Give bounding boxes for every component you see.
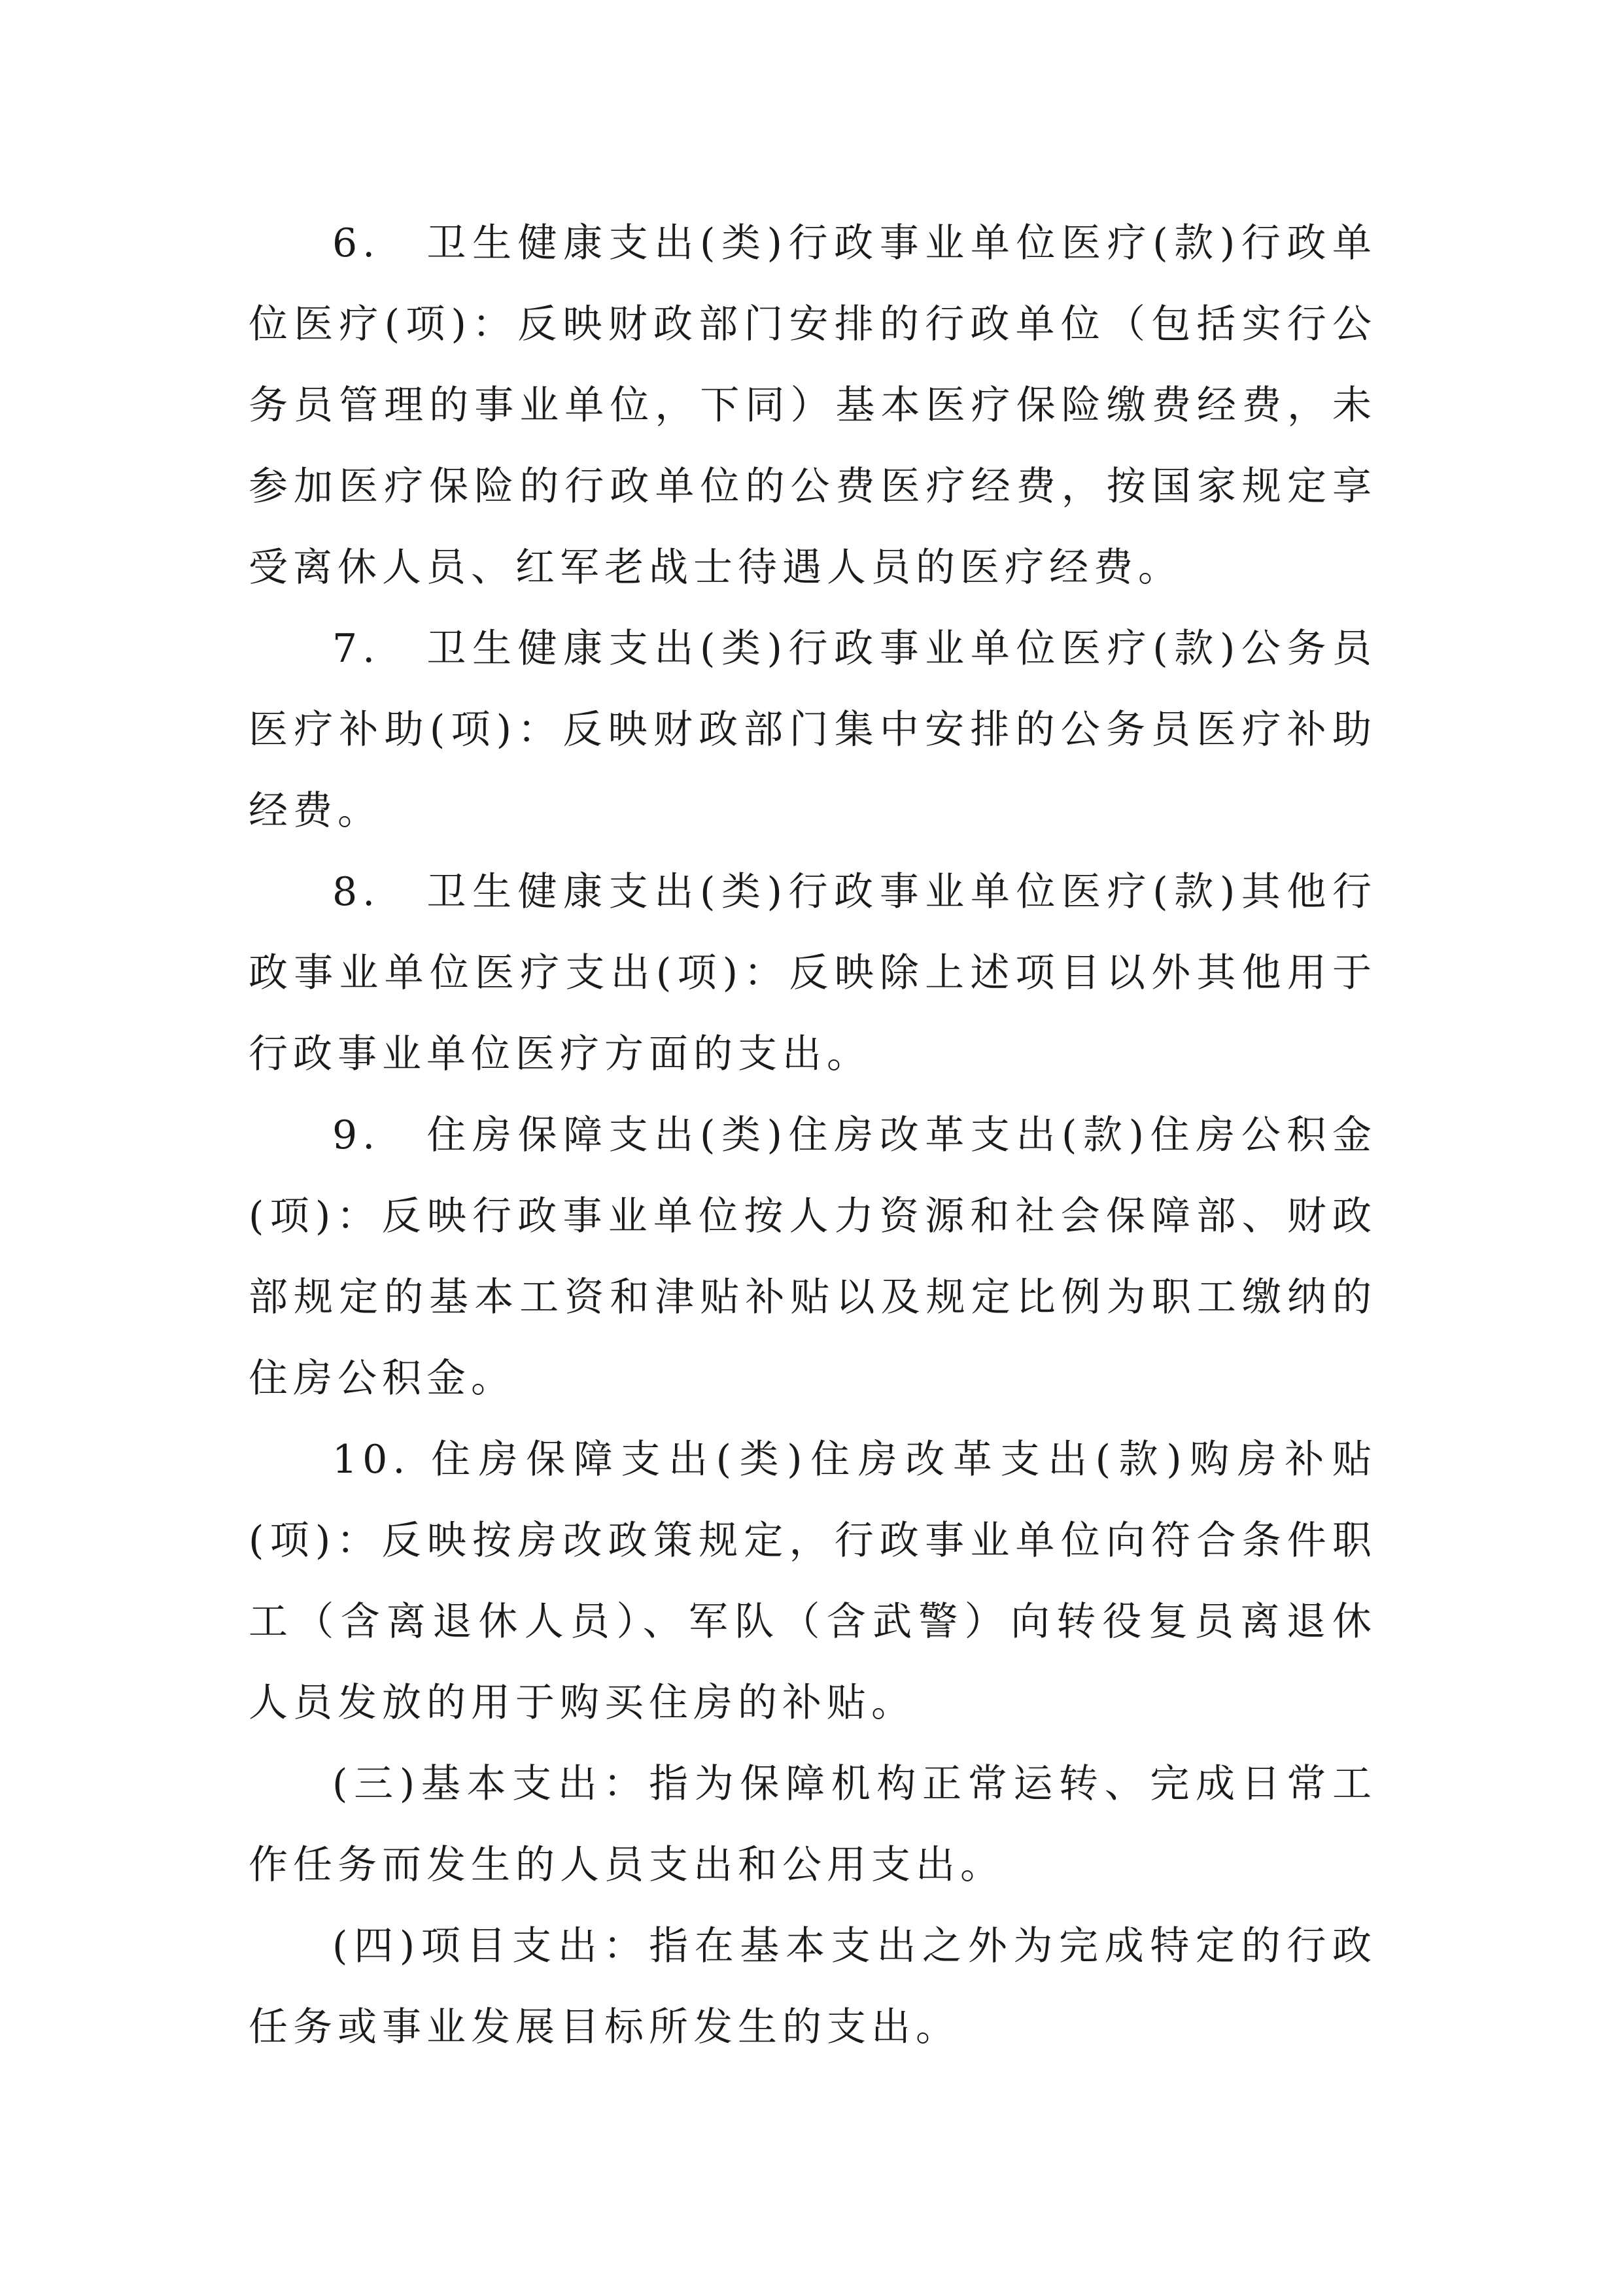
paragraph-item-10: 10. 住房保障支出(类)住房改革支出(款)购房补贴(项)：反映按房改政策规定，行政事业单位向符合条件职工（含离退休人员）、军队（含武警）向转役复员离退休人员发放的用于购买住房的补贴。 (249, 1437, 1377, 1726)
paragraph-basic-expenditure: (三)基本支出：指为保障机构正常运转、完成日常工作任务而发生的人员支出和公用支出。 (249, 1761, 1377, 1888)
paragraph-item-8: 8. 卫生健康支出(类)行政事业单位医疗(款)其他行政事业单位医疗支出(项)：反映除上述项目以外其他用于行政事业单位医疗方面的支出。 (249, 869, 1377, 1077)
paragraph-item-7: 7. 卫生健康支出(类)行政事业单位医疗(款)公务员医疗补助(项)：反映财政部门集中安排的公务员医疗补助经费。 (249, 626, 1377, 834)
paragraph-item-6: 6. 卫生健康支出(类)行政事业单位医疗(款)行政单位医疗(项)：反映财政部门安排的行政单位（包括实行公务员管理的事业单位，下同）基本医疗保险缴费经费，未参加医疗保险的行政单位的公费医疗经费，按国家规定享受离休人员、红军老战士待遇人员的医疗经费。 (249, 220, 1377, 591)
paragraph-item-9: 9. 住房保障支出(类)住房改革支出(款)住房公积金(项)：反映行政事业单位按人力资源和社会保障部、财政部规定的基本工资和津贴补贴以及规定比例为职工缴纳的住房公积金。 (249, 1112, 1377, 1401)
paragraph-project-expenditure: (四)项目支出：指在基本支出之外为完成特定的行政任务或事业发展目标所发生的支出。 (249, 1923, 1377, 2050)
body-text (249, 203, 1377, 2068)
